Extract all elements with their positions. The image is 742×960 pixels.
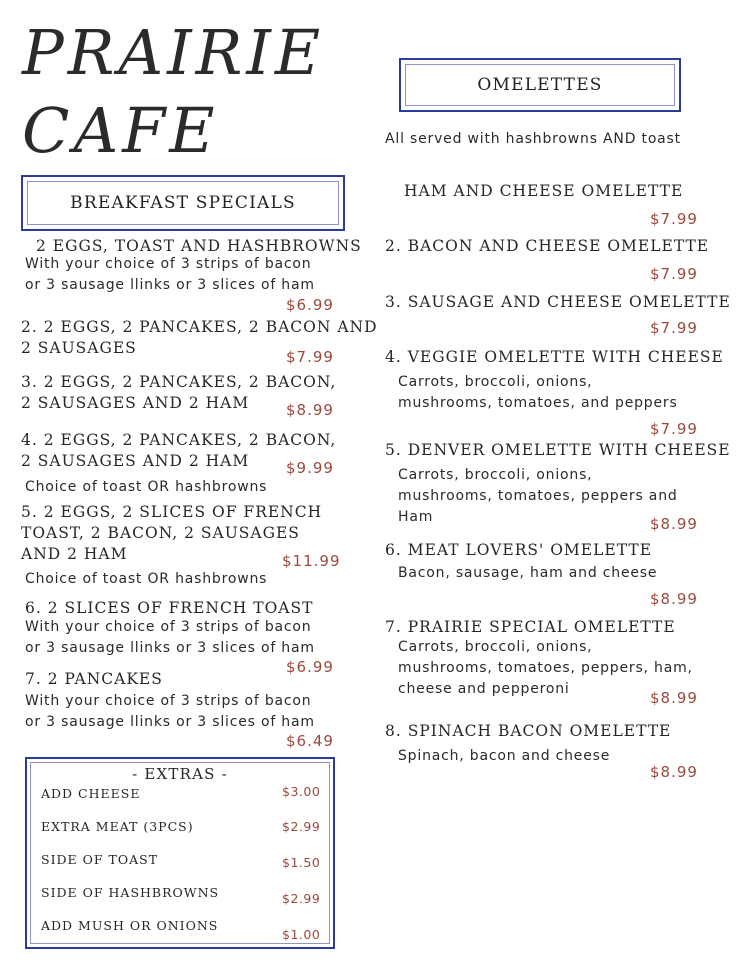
omelette-item-5-desc: Carrots, broccoli, onions, <box>398 467 593 483</box>
breakfast-item-4-title: 4. 2 EGGS, 2 PANCAKES, 2 BACON, <box>21 431 337 449</box>
breakfast-item-1-title: 2 EGGS, TOAST AND HASHBROWNS <box>36 237 362 255</box>
omelette-item-6-price: $8.99 <box>650 590 698 608</box>
breakfast-item-2-title: 2. 2 EGGS, 2 PANCAKES, 2 BACON AND <box>21 318 378 336</box>
extras-item-name: SIDE OF HASHBROWNS <box>41 885 220 900</box>
breakfast-item-6-price: $6.99 <box>286 658 334 676</box>
extras-item-price: $1.50 <box>282 855 321 870</box>
breakfast-item-7-desc: or 3 sausage llinks or 3 slices of ham <box>25 714 315 730</box>
extras-item-name: EXTRA MEAT (3PCS) <box>41 819 194 834</box>
breakfast-item-5-title: AND 2 HAM <box>21 545 128 563</box>
omelette-item-2-price: $7.99 <box>650 265 698 283</box>
omelette-item-1-title: HAM AND CHEESE OMELETTE <box>404 182 684 200</box>
breakfast-item-4-title: 2 SAUSAGES AND 2 HAM <box>21 452 250 470</box>
breakfast-item-5-desc: Choice of toast OR hashbrowns <box>25 571 268 587</box>
breakfast-item-6-desc: With your choice of 3 strips of bacon <box>25 619 312 635</box>
breakfast-item-2-title: 2 SAUSAGES <box>21 339 137 357</box>
omelette-item-5-desc: Ham <box>398 509 434 525</box>
breakfast-item-4-desc: Choice of toast OR hashbrowns <box>25 479 268 495</box>
omelette-item-4-title: 4. VEGGIE OMELETTE WITH CHEESE <box>385 348 724 366</box>
breakfast-item-1-desc: With your choice of 3 strips of bacon <box>25 256 312 272</box>
omelette-item-2-title: 2. BACON AND CHEESE OMELETTE <box>385 237 710 255</box>
omelette-item-7-desc: Carrots, broccoli, onions, <box>398 639 593 655</box>
extras-box <box>25 757 335 949</box>
extras-item-name: ADD MUSH OR ONIONS <box>41 918 219 933</box>
omelette-item-1-price: $7.99 <box>650 210 698 228</box>
omelette-item-5-title: 5. DENVER OMELETTE WITH CHEESE <box>385 441 731 459</box>
extras-item-price: $3.00 <box>282 784 321 799</box>
breakfast-item-5-title: TOAST, 2 BACON, 2 SAUSAGES <box>21 524 300 542</box>
omelette-item-5-desc: mushrooms, tomatoes, peppers and <box>398 488 678 504</box>
omelettes-header-box <box>399 58 681 112</box>
breakfast-specials-header-box <box>21 175 345 231</box>
breakfast-item-6-title: 6. 2 SLICES OF FRENCH TOAST <box>25 599 314 617</box>
omelette-item-6-title: 6. MEAT LOVERS' OMELETTE <box>385 541 653 559</box>
omelette-item-4-desc: Carrots, broccoli, onions, <box>398 374 593 390</box>
breakfast-item-3-title: 2 SAUSAGES AND 2 HAM <box>21 394 250 412</box>
extras-item-name: SIDE OF TOAST <box>41 852 159 867</box>
omelettes-note: All served with hashbrowns AND toast <box>385 131 681 147</box>
breakfast-item-6-desc: or 3 sausage llinks or 3 slices of ham <box>25 640 315 656</box>
omelette-item-7-price: $8.99 <box>650 689 698 707</box>
breakfast-specials-header: BREAKFAST SPECIALS <box>70 193 296 213</box>
breakfast-item-2-price: $7.99 <box>286 348 334 366</box>
omelette-item-7-desc: mushrooms, tomatoes, peppers, ham, <box>398 660 693 676</box>
extras-item-price: $1.00 <box>282 927 321 942</box>
extras-header: - EXTRAS - <box>132 765 228 783</box>
omelette-item-7-desc: cheese and pepperoni <box>398 681 570 697</box>
omelette-item-3-price: $7.99 <box>650 319 698 337</box>
omelettes-header: OMELETTES <box>477 75 603 95</box>
breakfast-item-3-price: $8.99 <box>286 401 334 419</box>
omelette-item-3-title: 3. SAUSAGE AND CHEESE OMELETTE <box>385 293 731 311</box>
breakfast-item-5-title: 5. 2 EGGS, 2 SLICES OF FRENCH <box>21 503 323 521</box>
omelette-item-8-price: $8.99 <box>650 763 698 781</box>
omelette-item-6-desc: Bacon, sausage, ham and cheese <box>398 565 658 581</box>
breakfast-item-1-desc: or 3 sausage llinks or 3 slices of ham <box>25 277 315 293</box>
breakfast-item-4-price: $9.99 <box>286 459 334 477</box>
omelette-item-4-price: $7.99 <box>650 420 698 438</box>
breakfast-item-7-price: $6.49 <box>286 732 334 750</box>
extras-item-name: ADD CHEESE <box>41 786 141 801</box>
breakfast-item-5-price: $11.99 <box>282 552 341 570</box>
omelette-item-8-title: 8. SPINACH BACON OMELETTE <box>385 722 672 740</box>
brand-title-line1: PRAIRIE <box>22 16 325 89</box>
extras-item-price: $2.99 <box>282 819 321 834</box>
breakfast-item-7-title: 7. 2 PANCAKES <box>25 670 163 688</box>
omelette-item-5-price: $8.99 <box>650 515 698 533</box>
breakfast-item-1-price: $6.99 <box>286 296 334 314</box>
brand-title-line2: CAFE <box>22 94 219 167</box>
breakfast-item-3-title: 3. 2 EGGS, 2 PANCAKES, 2 BACON, <box>21 373 337 391</box>
extras-item-price: $2.99 <box>282 891 321 906</box>
omelette-item-4-desc: mushrooms, tomatoes, and peppers <box>398 395 678 411</box>
omelette-item-8-desc: Spinach, bacon and cheese <box>398 748 611 764</box>
breakfast-item-7-desc: With your choice of 3 strips of bacon <box>25 693 312 709</box>
omelette-item-7-title: 7. PRAIRIE SPECIAL OMELETTE <box>385 618 676 636</box>
